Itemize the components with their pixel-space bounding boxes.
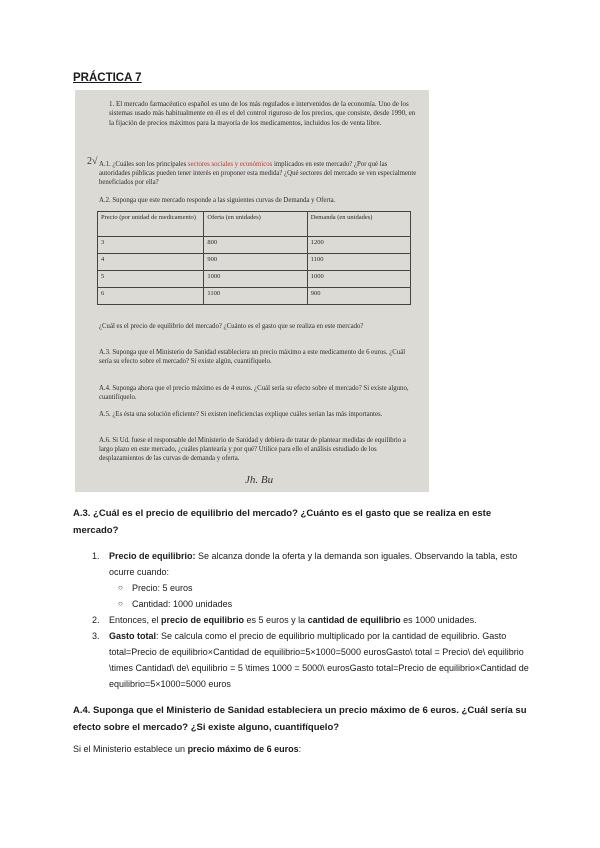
total-spending-label: Gasto total [109,631,157,641]
sub-item-quantity: Cantidad: 1000 unidades [132,599,233,609]
a1-prefix: A.1. ¿Cuáles son los principales [99,161,187,168]
table-cell: 1100 [307,254,410,271]
table-cell: 4 [98,254,204,271]
scan-question-a6: A.6. Si Ud. fuese el responsable del Ministerio de Sanidad y debiera de tratar de plantear medidas de equilibrio a largo plazo en este mercado, ¿cuáles plantearía y por qué? Utilice para ello el análisis estudiado de los desplazamientos de las curvas de demanda y oferta. [99,437,406,463]
text-fragment: Si el Ministerio establece un [73,744,188,754]
scan-intro-paragraph: 1. El mercado farmacéutico español es uno de los más regulados e intervenidos de la economía. Uno de los sistemas usado más habitualmente en él es el del control riguroso de los precios, que consiste, desde 1990, en la fijación de precios máximos para la mayoría de los medicamentos, incluidos los de venta libre. [109,100,416,127]
scan-question-a1 [99,160,417,187]
table-cell: 1000 [204,271,307,288]
a1-underlined-text: sectores sociales y económicos [187,161,273,168]
table-row [98,271,411,288]
list-item [92,548,532,580]
question-a3-heading: A.3. ¿Cuál es el precio de equilibrio del mercado? ¿Cuánto es el gasto que se realiza en este mercado? [73,508,492,536]
page-title: PRÁCTICA 7 [73,72,142,84]
table-cell: 1000 [307,271,410,288]
list-number: 2. [92,615,100,625]
table-cell: 900 [307,288,410,305]
text-fragment: : [298,744,302,754]
table-header-row [98,212,411,237]
scan-question-a2: A.2. Suponga que este mercado responde a las siguientes curvas de Demanda y Oferta. [99,197,336,204]
list-number: 3. [92,631,100,641]
total-spending-text: : Se calcula como el precio de equilibrio multiplicado por la cantidad de equilibrio. Gasto total=Precio de equilibrio×Cantidad de equilibrio=5×1000=5000 eurosGasto\ total = Precio\ de\ equilibrio \times Cantidad\ de\ equilibrio = 5 \times 1000 = 5000\ eurosGasto total=Precio de equilibrio×Cantidad de equilibrio=5×1000=5000 euros [109,631,529,689]
sub-list-item [92,580,532,596]
sub-list-item [92,596,532,612]
table-header-price: Precio (por unidad de medicamento) [98,212,204,237]
scan-question-equilibrium: ¿Cuál es el precio de equilibrio del mercado? ¿Cuánto es el gasto que se realiza en este mercado? [99,323,364,330]
handwritten-signature: Jh. Bu [245,474,274,486]
equilibrium-price-label: Precio de equilibrio: [109,551,196,561]
equilibrium-price-text: Se alcanza donde la oferta y la demanda son iguales. Observando la tabla, esto ocurre cuando: [109,551,518,577]
scan-question-a4: A.4. Suponga ahora que el precio máximo es de 4 euros. ¿Cuál sería su efecto sobre el mercado? Si existe alguno, cuantifíquelo. [99,385,409,402]
final-paragraph [73,744,301,754]
bold-fragment: precio máximo de 6 euros [187,744,299,754]
table-cell: 900 [204,254,307,271]
scan-question-a5: A.5. ¿Es ésta una solución eficiente? Si existen ineficiencias explique cuáles serían las más importantes. [99,411,383,418]
scanned-exercise-image [75,90,429,492]
scan-question-a3: A.3. Suponga que el Ministerio de Sanidad estableciera un precio máximo a este medicamento de 6 euros. ¿Cuál sería su efecto sobre el mercado? Si existe algún, cuantifíquelo. [99,349,406,366]
table-cell: 3 [98,237,204,254]
bold-fragment: cantidad de equilibrio [307,615,401,625]
table-cell: 5 [98,271,204,288]
table-header-demand: Demanda (en unidades) [307,212,410,237]
bold-fragment: precio de equilibrio [161,615,245,625]
question-a4-heading: A.4. Suponga que el Ministerio de Sanidad estableciera un precio máximo de 6 euros. ¿Cuál sería su efecto sobre el mercado? ¿Si existe alguno, cuantifíquelo? [73,705,527,733]
table-cell: 6 [98,288,204,305]
text-fragment: Entonces, el [109,615,162,625]
table-row [98,254,411,271]
circle-bullet-icon: ○ [118,583,123,592]
supply-demand-table [97,211,411,305]
table-cell: 1100 [204,288,307,305]
text-fragment: es 1000 unidades. [400,615,477,625]
table-header-supply: Oferta (en unidades) [204,212,307,237]
handwritten-mark: 2√ [87,156,98,167]
answer-list [92,548,532,692]
list-number: 1. [92,551,100,561]
a1-suffix: implicados en este mercado? ¿Por qué las autoridades públicas pueden tener interés en proponer esta medida? ¿Qué sectores del mercado se ven especialmente beneficiados por ella? [99,161,417,186]
table-cell: 1200 [307,237,410,254]
list-item [92,628,532,692]
table-row [98,288,411,305]
circle-bullet-icon: ○ [118,599,123,608]
table-cell: 800 [204,237,307,254]
list-item [92,612,532,628]
sub-item-price: Precio: 5 euros [132,583,193,593]
text-fragment: es 5 euros y la [244,615,308,625]
table-row [98,237,411,254]
